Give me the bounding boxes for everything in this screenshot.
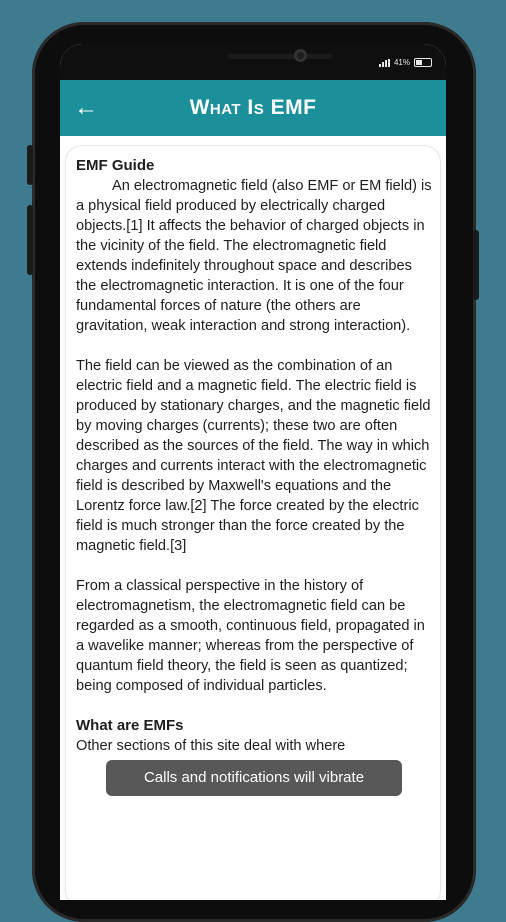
section-heading: EMF Guide [76,157,155,174]
status-icons [379,58,432,67]
status-bar [60,44,446,80]
page-title: What Is EMF [189,96,317,119]
side-button-right [473,230,479,300]
paragraph: Other sections of this site deal with where [76,738,346,754]
side-button-volume [27,145,33,185]
camera-icon [294,49,307,62]
battery-percent: 41% [393,58,410,67]
toast-message: Calls and notifications will vibrate [106,760,402,796]
signal-icon [379,59,390,67]
arrow-left-icon[interactable]: ← [74,94,98,121]
battery-icon [414,58,432,67]
paragraph: An electromagnetic field (also EMF or EM field) is a physical field produced by electrically charged objects.[1] It affects the behavior of charged objects in the vicinity of the field. The electromagnetic field extends indefinitely throughout space and describes the electromagnetic interaction. It is one of the four fundamental forces of nature (the others are gravitation, weak interaction and strong interaction). [76,178,432,334]
app-bar [60,80,446,136]
article-content [76,156,434,776]
paragraph: From a classical perspective in the history of electromagnetism, the electromagnetic field can be regarded as a smooth, continuous field, propagated in a wavelike manner; whereas from the perspective of quantum field theory, the field is seen as quantized; being composed of individual particles. [76,578,425,694]
side-button-power [27,205,33,275]
paragraph: The field can be viewed as the combination of an electric field and a magnetic field. The electric field is produced by stationary charges, and the magnetic field by moving charges (currents); these two are often described as the sources of the field. The way in which charges and currents interact with the electromagnetic field is described by Maxwell's equations and the Lorentz force law.[2] The force created by the electric field is much stronger than the force created by the magnetic field.[3] [76,358,431,554]
section-heading: What are EMFs [76,717,184,734]
speaker-grille [228,54,332,59]
